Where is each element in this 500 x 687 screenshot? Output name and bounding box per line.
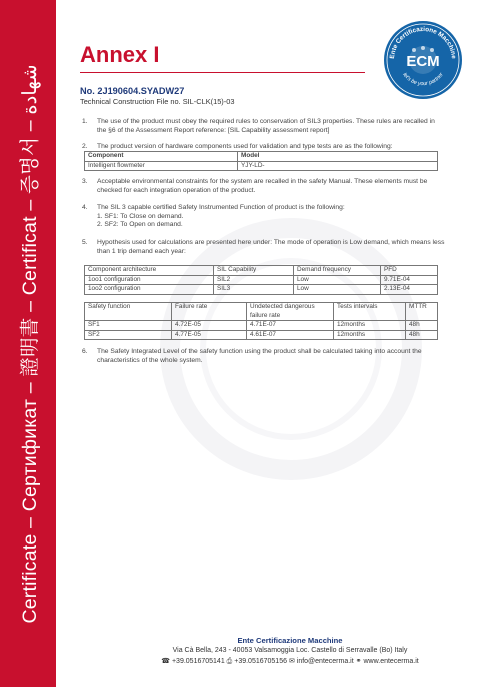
table-cell: 4.61E-07 [247, 330, 334, 340]
logo-bottom-arc: let's be your partner [401, 71, 445, 88]
safety-function-table [84, 302, 438, 340]
table-cell: 9.71E-04 [381, 275, 438, 285]
table-header-row [85, 266, 438, 276]
safety-function-sf1: 1. SF1: To Close on demand. [97, 212, 184, 220]
table-cell: 48h [406, 330, 438, 340]
configuration-table [84, 265, 438, 295]
table-cell: Low [294, 275, 381, 285]
footer-phone: +39.0516705141 [171, 658, 225, 665]
table-row [85, 330, 438, 340]
clause-text: The SIL 3 capable certified Safety Instrumented Function of product is the following: [97, 204, 345, 211]
footer-email[interactable]: info@entecerma.it [296, 658, 354, 665]
table-cell: YJY-LD- [238, 161, 438, 171]
clause-text: Acceptable environmental constraints for the system are recalled in the safety Manual. These elements must be checked for each integration operation of the product. [97, 178, 428, 194]
clause-number: 1. [82, 118, 88, 125]
technical-file-reference: Technical Construction File no. SIL-CLK(15)-03 [80, 97, 235, 106]
table-header-row [85, 303, 438, 321]
document-number: No. 2J190604.SYADW27 [80, 86, 185, 96]
table-header: Component [85, 152, 238, 162]
page-title: Annex I [80, 42, 160, 67]
clause-text: The Safety Integrated Level of the safety function using the product shall be calculated taking into account the characteristics of the whole system. [97, 348, 422, 364]
clause-number: 4. [82, 204, 88, 211]
table-cell: SF2 [85, 330, 172, 340]
email-icon: ✉ [288, 658, 295, 665]
table-header-row [85, 152, 438, 162]
table-cell: 12months [334, 330, 406, 340]
table-header: Safety function [85, 303, 172, 321]
table-header: MTTR [406, 303, 438, 321]
table-header: Component architecture [85, 266, 214, 276]
table-row [85, 275, 438, 285]
footer-address: Via Cà Bella, 243 - 40053 Valsamoggia Loc. Castello di Serravalle (Bo) Italy [172, 647, 408, 654]
table-cell: SIL2 [214, 275, 294, 285]
table-row [85, 285, 438, 295]
table-header: Model [238, 152, 438, 162]
table-cell: 1oo2 configuration [85, 285, 214, 295]
sidebar-text: Certificate – Сертификат – 證明書 – Certificat – 증명서 – شهادة [19, 64, 41, 624]
table-cell: Intelligent flowmeter [85, 161, 238, 171]
table-cell: 2.13E-04 [381, 285, 438, 295]
table-cell: SIL3 [214, 285, 294, 295]
clause-6 [80, 348, 445, 365]
title-rule [80, 72, 365, 73]
table-cell: SF1 [85, 321, 172, 331]
component-table [84, 151, 438, 171]
table-header: SIL Capability [214, 266, 294, 276]
footer-web[interactable]: www.entecerma.it [363, 658, 419, 665]
table-header: Tests intervals [334, 303, 406, 321]
certificate-sidebar [0, 0, 56, 687]
clause-1 [80, 118, 445, 135]
table-header: Failure rate [172, 303, 247, 321]
logo-acronym: ECM [406, 53, 440, 70]
table-cell: 48h [406, 321, 438, 331]
fax-icon: ⎙ [226, 658, 233, 665]
clause-text: The product version of hardware components used for validation and type tests are as the following: [97, 143, 393, 150]
clause-5 [80, 239, 445, 256]
footer-company: Ente Certificazione Macchine [237, 636, 343, 645]
safety-function-sf2: 2. SF2: To Open on demand. [97, 221, 183, 229]
table-cell: 4.72E-05 [172, 321, 247, 331]
table-header: PFD [381, 266, 438, 276]
table-cell: 12months [334, 321, 406, 331]
footer-contacts [80, 657, 500, 666]
clause-text: The use of the product must obey the required rules to conservation of SIL3 properties. These rules are recalled in the §6 of the Assessment Report reference: [SIL Capability assessment report] [97, 118, 435, 134]
table-header: Demand frequency [294, 266, 381, 276]
footer-fax: +39.0516705156 [234, 658, 287, 665]
clause-number: 2. [82, 143, 88, 150]
phone-icon: ☎ [161, 658, 171, 665]
table-cell: Low [294, 285, 381, 295]
table-header: Undetected dangerous failure rate [247, 303, 334, 321]
clause-number: 6. [82, 348, 88, 355]
ecm-logo [383, 20, 463, 100]
table-cell: 4.71E-07 [247, 321, 334, 331]
clause-number: 3. [82, 178, 88, 185]
clause-text: Hypothesis used for calculations are presented here under: The mode of operation is Low demand, which means less than 1 trip demand each year: [97, 239, 445, 255]
logo-top-arc: Ente Certificazione Macchine [388, 25, 458, 60]
clause-3 [80, 178, 445, 195]
table-row [85, 321, 438, 331]
clause-4 [80, 204, 445, 230]
table-cell: 1oo1 configuration [85, 275, 214, 285]
table-row [85, 161, 438, 171]
clause-number: 5. [82, 239, 88, 246]
globe-icon: ⚭ [355, 658, 362, 665]
table-cell: 4.77E-05 [172, 330, 247, 340]
